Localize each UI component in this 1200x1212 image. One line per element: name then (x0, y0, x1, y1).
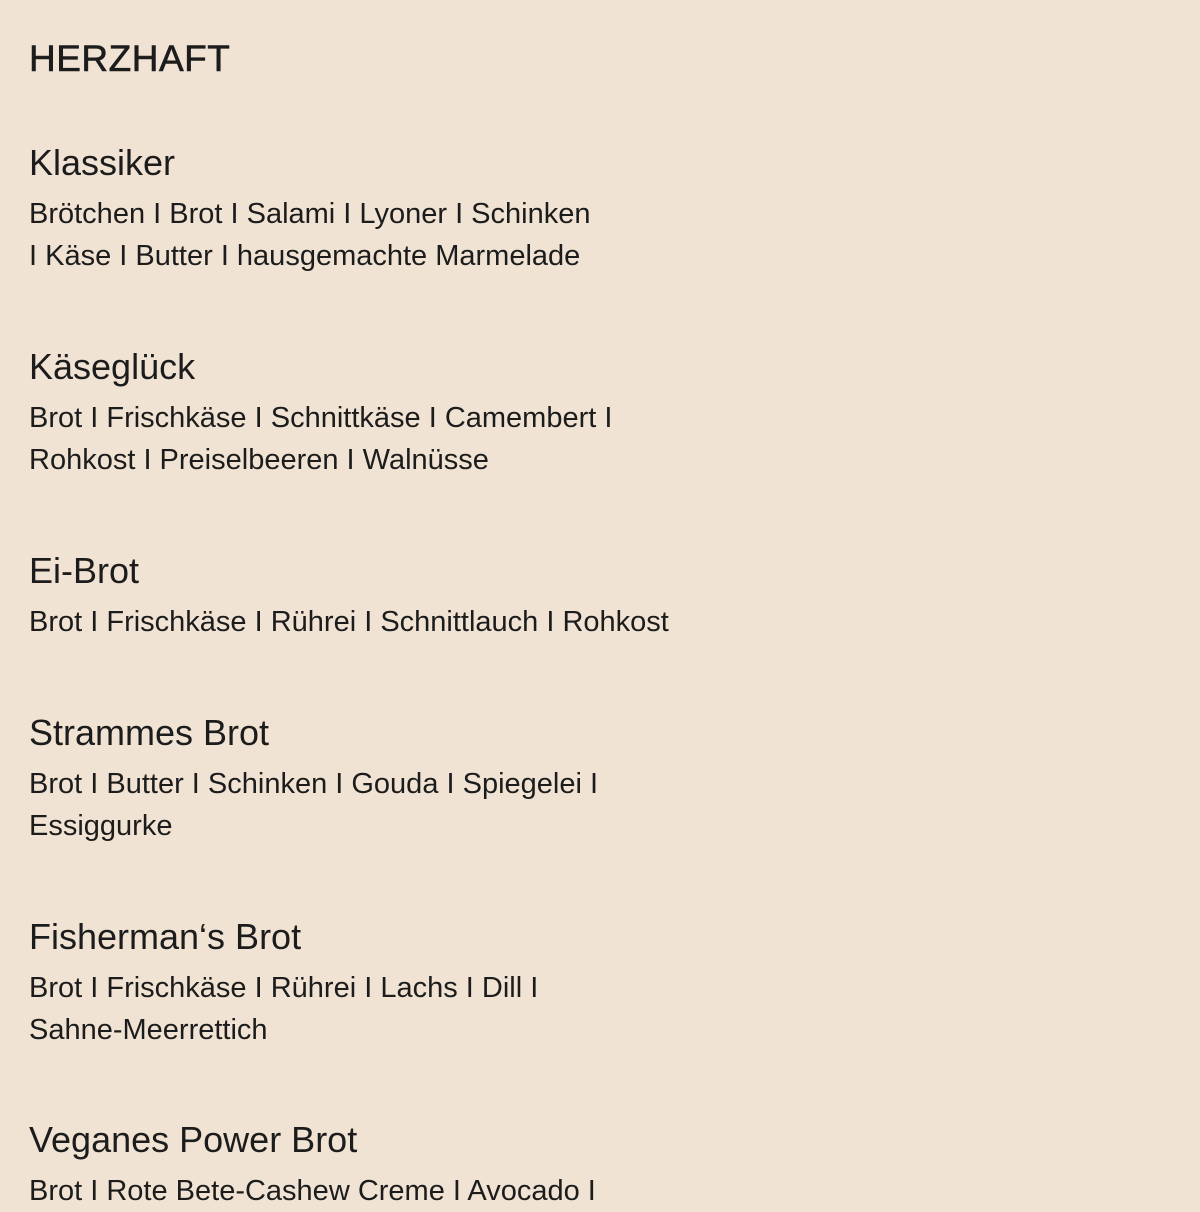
menu-item-name: Ei-Brot (29, 550, 140, 591)
menu-item-description: Brot I Butter I Schinken I Gouda I Spiegelei I Essiggurke (29, 768, 599, 842)
menu-item-fishermans-brot (29, 915, 789, 1051)
menu-item-name: Fisherman‘s Brot (29, 916, 302, 957)
menu-item-veganes-power-brot (29, 1118, 789, 1212)
menu-item-description: Brot I Frischkäse I Rührei I Lachs I Dill I Sahne-Meerrettich (29, 972, 539, 1046)
menu-item-description: Brot I Rote Bete-Cashew Creme I Avocado I (29, 1175, 596, 1207)
menu-item-name: Klassiker (29, 142, 176, 183)
menu-item-klassiker (29, 141, 789, 277)
menu-item-name: Strammes Brot (29, 712, 270, 753)
menu-item-strammes-brot (29, 711, 789, 847)
menu-item-description: Brot I Frischkäse I Rührei I Schnittlauch I Rohkost (29, 606, 669, 638)
menu-item-name: Veganes Power Brot (29, 1119, 358, 1160)
menu-item-description: Brot I Frischkäse I Schnittkäse I Camembert I Rohkost I Preiselbeeren I Walnüsse (29, 402, 613, 476)
section-title: HERZHAFT (29, 38, 231, 79)
menu-item-kaesegluck (29, 345, 789, 481)
menu-item-description: Brötchen I Brot I Salami I Lyoner I Schinken I Käse I Butter I hausgemachte Marmelade (29, 198, 591, 272)
menu-item-name: Käseglück (29, 346, 196, 387)
menu-item-ei-brot (29, 549, 789, 643)
